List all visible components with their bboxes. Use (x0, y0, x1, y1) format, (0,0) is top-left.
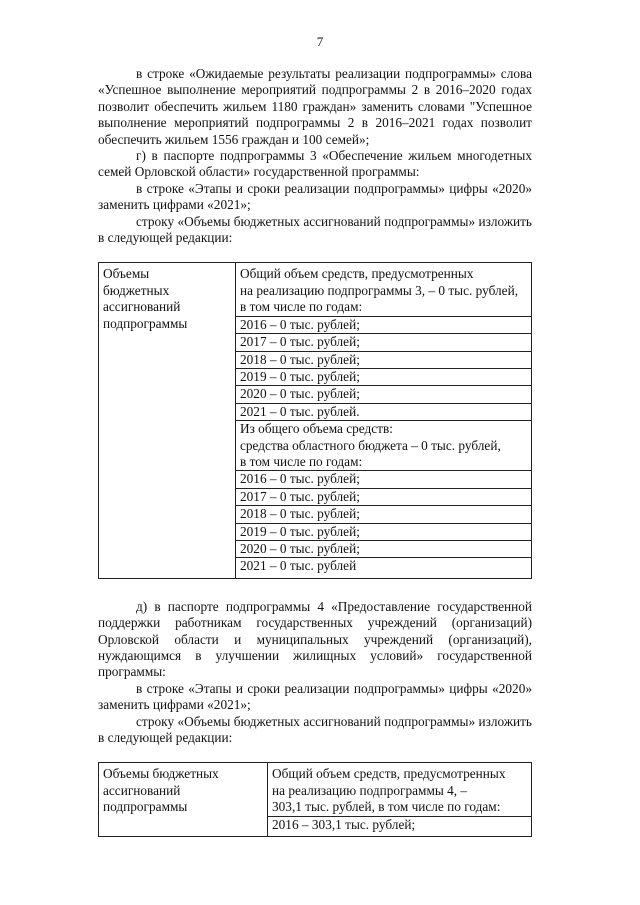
value-line: 2018 – 0 тыс. рублей; (236, 506, 531, 523)
value-line: 2021 – 0 тыс. рублей. (236, 404, 531, 421)
label-line: подпрограммы (103, 315, 188, 331)
table-row (99, 763, 532, 837)
paragraph: строку «Объемы бюджетных ассигнований подпрограммы» изложить в следующей редакции: (98, 213, 532, 246)
paragraph: строку «Объемы бюджетных ассигнований подпрограммы» изложить в следующей редакции: (98, 713, 532, 746)
value-line: в том числе по годам: (236, 454, 531, 471)
paragraph: в строке «Ожидаемые результаты реализации подпрограммы» слова «Успешное выполнение мероприятий подпрограммы 2 в 2016–2020 годах позволит обеспечить жильем 1180 граждан» заменить словами "Успешное выполнение мероприятий подпрограммы 2 в 2016–2021 годах позволит обеспечить жильем 1556 граждан и 100 семей»; (98, 66, 532, 147)
value-line: Общий объем средств, предусмотренных (240, 266, 474, 282)
value-line: 2019 – 0 тыс. рублей; (236, 369, 531, 386)
label-line: подпрограммы (103, 799, 188, 815)
table-label-cell (99, 263, 236, 578)
table-label-cell (99, 763, 268, 837)
value-line: на реализацию подпрограммы 4, – (272, 782, 468, 798)
paragraph: д) в паспорте подпрограммы 4 «Предоставление государственной поддержки работникам государственных учреждений (организаций) Орловской области и муниципальных учреждений (организаций), нуждающимся в улучшении жилищных условий» государственной программы: (98, 598, 532, 680)
label-line: ассигнований (103, 782, 181, 798)
value-line: Из общего объема средств: (240, 421, 393, 437)
value-line: 2017 – 0 тыс. рублей; (236, 334, 531, 351)
value-line: 2021 – 0 тыс. рублей (240, 558, 357, 574)
paragraph: г) в паспорте подпрограммы 3 «Обеспечение жильем многодетных семей Орловской области» государственной программы: (98, 148, 532, 180)
page-number: 7 (316, 34, 324, 49)
value-line: 303,1 тыс. рублей, в том числе по годам: (268, 799, 531, 816)
value-line: Общий объем средств, предусмотренных (272, 766, 506, 782)
value-line: 2017 – 0 тыс. рублей; (236, 489, 531, 506)
value-line: 2020 – 0 тыс. рублей; (236, 541, 531, 558)
budget-table-subprogram-4 (98, 762, 532, 837)
value-line: 2016 – 303,1 тыс. рублей; (272, 816, 416, 832)
value-line: 2019 – 0 тыс. рублей; (236, 524, 531, 541)
budget-table-subprogram-3 (98, 262, 532, 578)
table-value-cell (268, 763, 532, 837)
value-line: 2018 – 0 тыс. рублей; (236, 352, 531, 369)
label-line: Объемы (103, 266, 150, 282)
value-line: в том числе по годам: (236, 299, 531, 316)
value-line: средства областного бюджета – 0 тыс. рублей, (240, 437, 501, 453)
label-line: бюджетных (103, 282, 170, 298)
paragraph: в строке «Этапы и сроки реализации подпрограммы» цифры «2020» заменить цифрами «2021»; (98, 180, 532, 213)
label-line: Объемы бюджетных (103, 766, 219, 782)
label-line: ассигнований (103, 299, 181, 315)
value-line: 2016 – 0 тыс. рублей; (236, 317, 531, 334)
table-value-cell (236, 263, 532, 578)
value-line: 2016 – 0 тыс. рублей; (236, 471, 531, 488)
table-row (99, 263, 532, 578)
value-line: на реализацию подпрограммы 3, – 0 тыс. рублей, (240, 282, 519, 298)
document-body (98, 66, 532, 837)
value-line: 2020 – 0 тыс. рублей; (236, 386, 531, 403)
paragraph: в строке «Этапы и сроки реализации подпрограммы» цифры «2020» заменить цифрами «2021»; (98, 680, 532, 713)
